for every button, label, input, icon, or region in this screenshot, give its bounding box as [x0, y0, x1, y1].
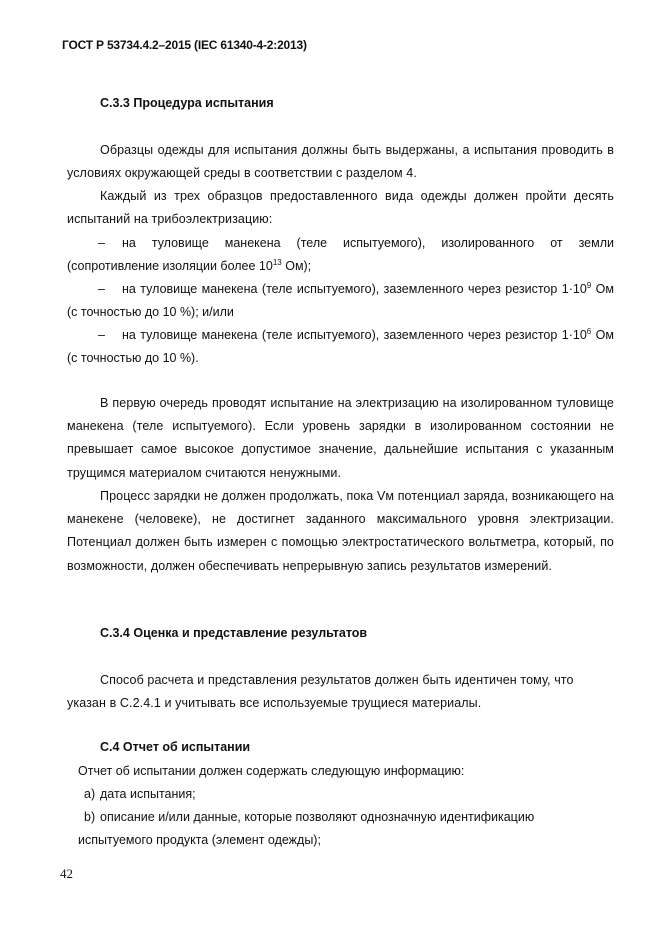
section-title-c34: С.3.4 Оценка и представление результатов — [100, 626, 368, 640]
paragraph: В первую очередь проводят испытание на электризацию на изолированном туловище манекена (теле испытуемого). Если уровень зарядки в изолированном состоянии не превышает самое высокое допустимое значение, дальнейшие испытания с указанным трущимся материалом считаются ненужными. — [67, 396, 614, 480]
list-item — [84, 810, 534, 824]
list-dash: – — [98, 236, 105, 250]
list-item-text: Ом (с точностью до 10 %). — [67, 328, 614, 366]
superscript: 6 — [586, 327, 592, 336]
list-dash: – — [98, 282, 105, 296]
list-item-text: дата испытания; — [100, 787, 196, 801]
section-title-c4: С.4 Отчет об испытании — [100, 740, 251, 754]
section-title-c33: С.3.3 Процедура испытания — [100, 96, 274, 110]
list-item-text: Ом (с точностью до 10 %); и/или — [67, 282, 614, 320]
list-item-text: Ом); — [281, 259, 312, 274]
list-dash: – — [98, 328, 105, 342]
paragraph: Процесс зарядки не должен продолжать, пока Vм потенциал заряда, возникающего на манекене (человеке), не достигнет заданного максимального уровня электризации. Потенциал должен быть измерен с помощью электростатического вольтметра, который, по возможности, должен обеспечивать непрерывную запись результатов измерений. — [67, 489, 614, 573]
list-item-text: на туловище манекена (теле испытуемого), заземленного через резистор 1·10 — [122, 282, 587, 296]
paragraph: Образцы одежды для испытания должны быть выдержаны, а испытания проводить в условиях окружающей среды в соответствии с разделом 4. — [67, 143, 614, 181]
paragraph: Способ расчета и представления результатов должен быть идентичен тому, что указан в С.2.4.1 и учитывать все используемые трущиеся материалы. — [67, 673, 574, 711]
list-item-text: описание и/или данные, которые позволяют однозначную идентификацию — [100, 810, 535, 824]
list-item — [67, 278, 614, 324]
superscript: 9 — [586, 281, 592, 290]
list-label: a) — [84, 787, 96, 801]
paragraph: Каждый из трех образцов предоставленного вида одежды должен пройти десять испытаний на трибоэлектризацию: — [67, 189, 614, 227]
page-number: 42 — [60, 866, 73, 881]
list-item — [84, 787, 196, 801]
list-item — [67, 232, 614, 278]
list-item-text: на туловище манекена (теле испытуемого), изолированного от земли (сопротивление изоляции более 10 — [67, 236, 614, 274]
report-intro: Отчет об испытании должен содержать следующую информацию: — [78, 764, 465, 778]
superscript: 13 — [272, 258, 282, 268]
list-item-continuation: испытуемого продукта (элемент одежды); — [78, 833, 321, 847]
document-header: ГОСТ Р 53734.4.2–2015 (IEC 61340-4-2:2013) — [62, 38, 307, 52]
list-label: b) — [84, 810, 96, 824]
list-item-text: на туловище манекена (теле испытуемого), заземленного через резистор 1·10 — [122, 328, 587, 342]
list-item — [67, 324, 614, 370]
